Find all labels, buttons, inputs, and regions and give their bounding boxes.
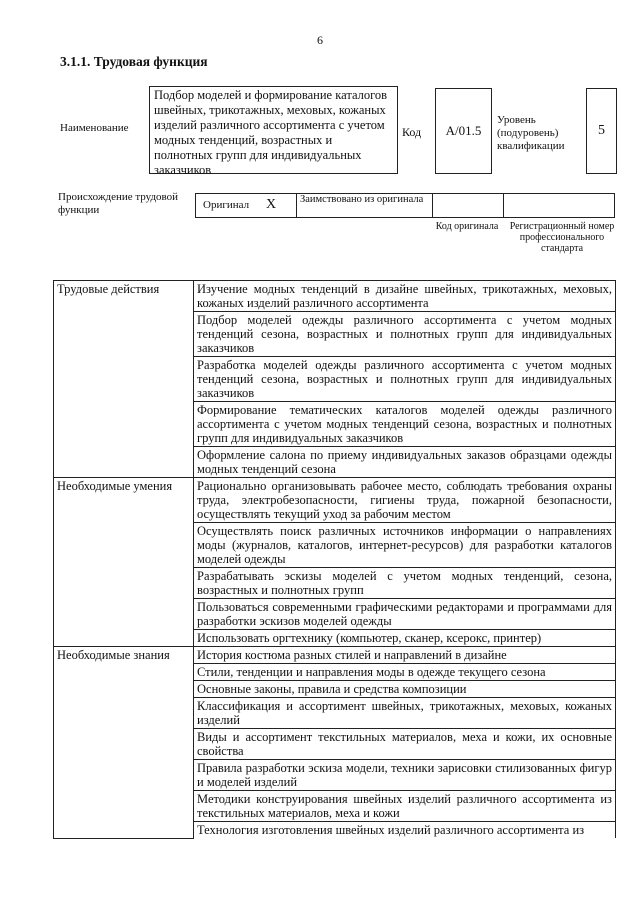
table-cell: Основные законы, правила и средства композиции	[194, 681, 616, 698]
function-table	[53, 280, 616, 839]
table-row	[54, 478, 616, 523]
code-label: Код	[402, 125, 422, 139]
origin-row	[195, 193, 615, 218]
page-number: 6	[317, 33, 323, 47]
empty-cell	[432, 194, 503, 217]
table-cell: Технология изготовления швейных изделий различного ассортимента из	[194, 822, 616, 839]
table-cell: Стили, тенденции и направления моды в одежде текущего сезона	[194, 664, 616, 681]
table-cell: Виды и ассортимент текстильных материалов, меха и кожи, их основные свойства	[194, 729, 616, 760]
borrowed-cell	[296, 194, 432, 217]
original-label: Оригинал	[203, 199, 250, 211]
labor-actions-heading: Трудовые действия	[54, 281, 194, 478]
reg-number-label: Регистрационный номер профессионального стандарта	[509, 221, 615, 254]
function-name-box: Подбор моделей и формирование каталогов швейных, трикотажных, меховых, кожаных изделий различного ассортимента с учетом модных тенденций, возрастных и полнотных групп для индивидуальных заказчиков	[149, 86, 398, 174]
table-row	[54, 647, 616, 664]
section-title: 3.1.1. Трудовая функция	[60, 54, 208, 69]
table-cell: Осуществлять поиск различных источников информации о направлениях моды (журналов, каталогов, интернет-ресурсов) для разработки каталогов моделей одежды	[194, 523, 616, 568]
table-cell: Пользоваться современными графическими редакторами и программами для разработки эскизов моделей одежды	[194, 599, 616, 630]
table-cell: Рационально организовывать рабочее место, соблюдать требования охраны труда, электробезопасности, гигиены труда, пожарной безопасности, осуществлять текущий уход за рабочим местом	[194, 478, 616, 523]
borrowed-label: Заимствовано из оригинала	[300, 194, 424, 205]
table-cell: Использовать оргтехнику (компьютер, сканер, ксерокс, принтер)	[194, 630, 616, 647]
table-cell: Оформление салона по приему индивидуальных заказов образцами одежды модных тенденций сезона	[194, 447, 616, 478]
table-cell: Разрабатывать эскизы моделей с учетом модных тенденций, сезона, возрастных и полнотных групп	[194, 568, 616, 599]
table-cell: Подбор моделей одежды различного ассортимента с учетом модных тенденций сезона, возрастных и полнотных групп для индивидуальных заказчиков	[194, 312, 616, 357]
skills-heading: Необходимые умения	[54, 478, 194, 647]
original-cell	[195, 194, 296, 217]
table-cell: История костюма разных стилей и направлений в дизайне	[194, 647, 616, 664]
code-original-label: Код оригинала	[435, 221, 499, 232]
level-label: Уровень (подуровень) квалификации	[497, 114, 565, 152]
knowledge-heading: Необходимые знания	[54, 647, 194, 839]
table-cell: Изучение модных тенденций в дизайне швейных, трикотажных, меховых, кожаных изделий различного ассортимента	[194, 281, 616, 312]
original-mark: X	[266, 197, 277, 212]
table-cell: Разработка моделей одежды различного ассортимента с учетом модных тенденций сезона, возрастных и полнотных групп для индивидуальных заказчиков	[194, 357, 616, 402]
table-cell: Методики конструирования швейных изделий различного ассортимента из текстильных материалов, меха и кожи	[194, 791, 616, 822]
origin-label: Происхождение трудовой функции	[58, 191, 179, 216]
table-cell: Формирование тематических каталогов моделей одежды различного ассортимента с учетом модных тенденций сезона, возрастных и полнотных групп для индивидуальных заказчиков	[194, 402, 616, 447]
table-cell: Правила разработки эскиза модели, техники зарисовки стилизованных фигур и моделей изделий	[194, 760, 616, 791]
code-value-box: A/01.5	[435, 88, 492, 174]
code-original-cell	[503, 194, 615, 217]
level-value-box: 5	[586, 88, 617, 174]
name-label: Наименование	[60, 122, 129, 134]
table-cell: Классификация и ассортимент швейных, трикотажных, меховых, кожаных изделий	[194, 698, 616, 729]
table-row	[54, 281, 616, 312]
